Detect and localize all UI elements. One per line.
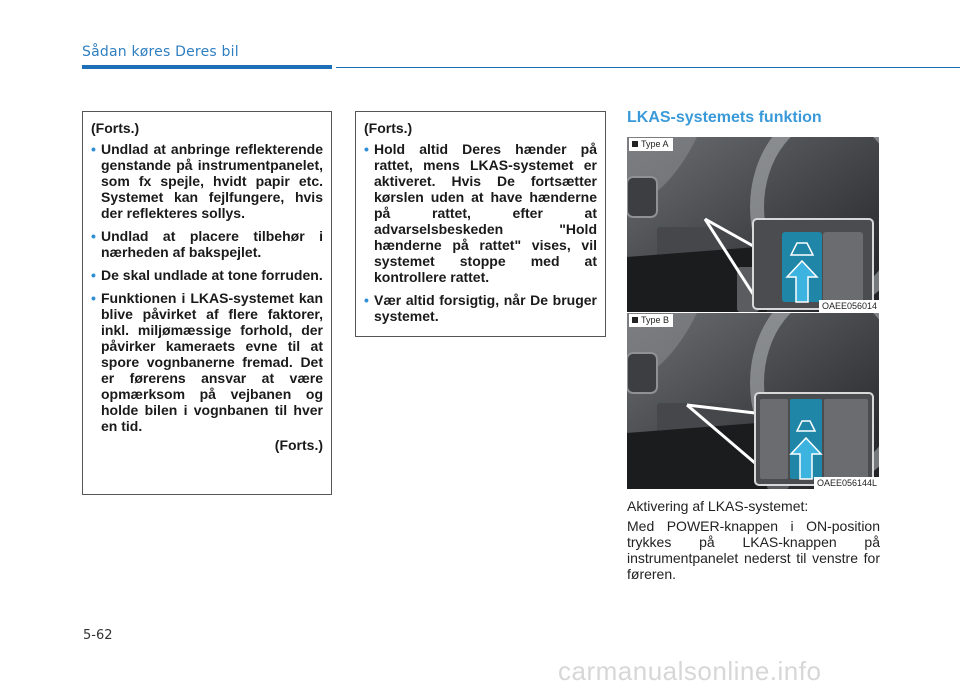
section-title: LKAS-systemets funktion: [627, 109, 822, 126]
bullet-icon: •: [91, 141, 96, 157]
figure-type-label: Type B: [629, 314, 673, 327]
square-icon: [632, 317, 638, 323]
figure-code: OAEE056014: [819, 300, 879, 312]
caution-list: [91, 141, 323, 434]
bullet-icon: •: [364, 141, 369, 157]
bullet-icon: •: [91, 290, 96, 306]
continued-label: (Forts.): [91, 120, 140, 136]
list-item: • Vær altid forsigtig, når De bruger systemet.: [364, 292, 597, 324]
bullet-icon: •: [91, 267, 96, 283]
watermark: carmanualsonline.info: [558, 656, 822, 686]
figure-code: OAEE056144L: [814, 477, 879, 489]
list-item: • Undlad at placere tilbehør i nærheden af bakspejlet.: [91, 228, 323, 260]
figure-type-label: Type A: [629, 138, 673, 151]
continued-footer: (Forts.): [274, 437, 323, 453]
page-number: 5-62: [83, 628, 113, 643]
list-item: • De skal undlade at tone forruden.: [91, 267, 323, 283]
caution-box-middle: [355, 111, 606, 337]
chapter-title: Sådan køres Deres bil: [82, 44, 239, 60]
bullet-icon: •: [364, 292, 369, 308]
list-item: • Funktionen i LKAS-systemet kan blive påvirket af flere faktorer, inkl. miljømæssige forhold, der påvirker kameraets evne til at spore vognbanerne fremad. Det er førerens ansvar at være opmærksom på vejbanen og holde bilen i vognbanen til hver en tid.: [91, 290, 323, 434]
dashboard-illustration-a: [627, 137, 879, 312]
bullet-icon: •: [91, 228, 96, 244]
figure-type-b: [627, 313, 879, 489]
list-item: • Undlad at anbringe reflekterende genstande på instrumentpanelet, som fx spejle, hvidt papir etc. Systemet kan fejlfungere, hvis der reflekteres sollys.: [91, 141, 323, 221]
figure-type-a: [627, 137, 879, 312]
caution-list: [364, 141, 597, 324]
activation-heading: Aktivering af LKAS-systemet:: [627, 498, 809, 514]
header-rule-thick: [82, 65, 332, 69]
square-icon: [632, 141, 638, 147]
header-rule-thin: [336, 67, 960, 68]
list-item: • Hold altid Deres hænder på rattet, mens LKAS-systemet er aktiveret. Hvis De fortsætter kørslen uden at have hænderne på rattet, efter at advarselsbeskeden "Hold hænderne på rattet" vises, vil systemet stoppe med at kontrollere rattet.: [364, 141, 597, 285]
dashboard-illustration-b: [627, 313, 879, 489]
continued-label: (Forts.): [364, 120, 413, 136]
caution-box-left: [82, 111, 332, 495]
activation-paragraph: Med POWER-knappen i ON-position trykkes på LKAS-knappen på instrumentpanelet nederst til venstre for føreren.: [627, 518, 880, 582]
